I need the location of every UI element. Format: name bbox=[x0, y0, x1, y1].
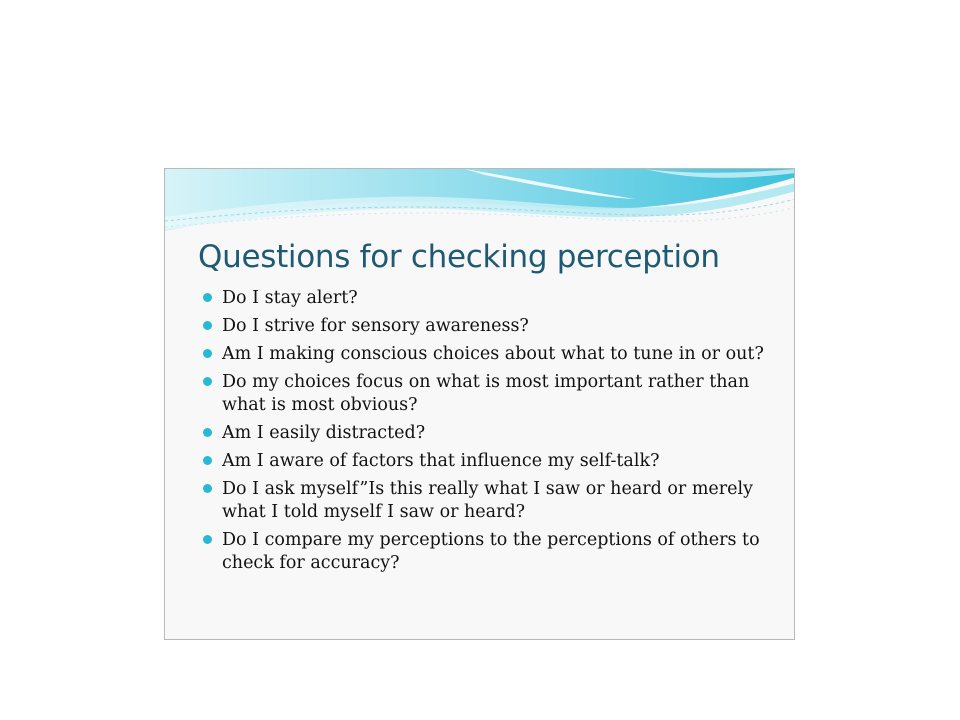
bullet-dot-icon bbox=[203, 377, 212, 386]
bullet-text: Do I strive for sensory awareness? bbox=[222, 316, 529, 336]
slide bbox=[164, 168, 795, 640]
bullet-text: Am I making conscious choices about what to tune in or out? bbox=[222, 344, 764, 364]
bullet-text: Do I compare my perceptions to the perceptions of others to check for accuracy? bbox=[222, 530, 760, 573]
list-item bbox=[203, 371, 778, 417]
list-item bbox=[203, 478, 778, 524]
bullet-dot-icon bbox=[203, 535, 212, 544]
bullet-dot-icon bbox=[203, 293, 212, 302]
list-item bbox=[203, 450, 778, 473]
bullet-list bbox=[203, 287, 778, 580]
list-item bbox=[203, 529, 778, 575]
bullet-dot-icon bbox=[203, 484, 212, 493]
wave-decoration-icon bbox=[165, 169, 795, 249]
list-item bbox=[203, 287, 778, 310]
slide-title: Questions for checking perception bbox=[198, 239, 720, 275]
list-item bbox=[203, 315, 778, 338]
bullet-dot-icon bbox=[203, 349, 212, 358]
bullet-text: Do my choices focus on what is most important rather than what is most obvious? bbox=[222, 372, 750, 415]
bullet-dot-icon bbox=[203, 321, 212, 330]
bullet-text: Do I ask myself”Is this really what I saw or heard or merely what I told myself I saw or heard? bbox=[222, 479, 753, 522]
list-item bbox=[203, 343, 778, 366]
bullet-text: Am I easily distracted? bbox=[222, 423, 426, 443]
bullet-dot-icon bbox=[203, 428, 212, 437]
bullet-text: Am I aware of factors that influence my self-talk? bbox=[222, 451, 660, 471]
bullet-dot-icon bbox=[203, 456, 212, 465]
bullet-text: Do I stay alert? bbox=[222, 288, 358, 308]
list-item bbox=[203, 422, 778, 445]
